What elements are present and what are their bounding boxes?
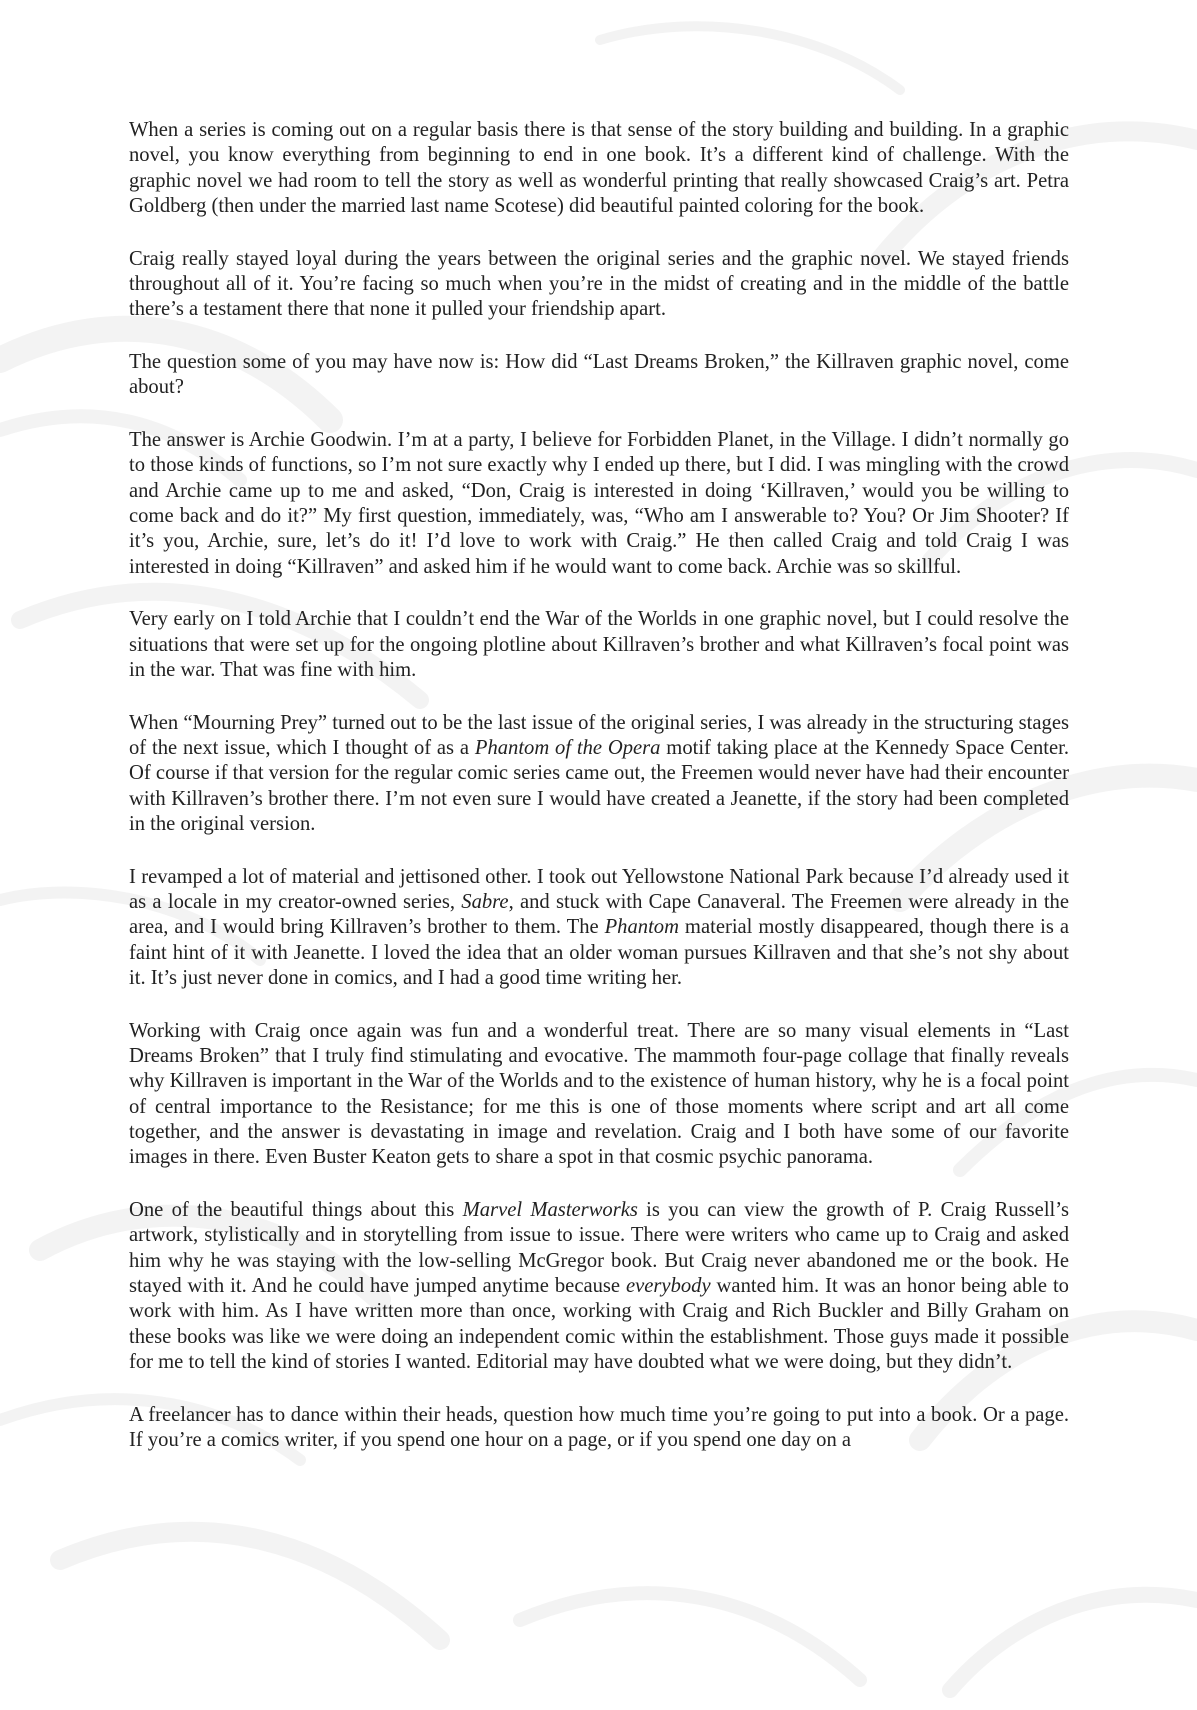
body-paragraph bbox=[129, 711, 1069, 837]
italic-title-text: Sabre bbox=[461, 891, 509, 914]
paragraph-text: wanted him. It was an honor being able to work with him. As I have written more than once, working with Craig and Rich Buckler and Billy Graham on these books was like we were doing an independent comic within the establishment. Those guys made it possible for me to tell the kind of stories I wanted. Editorial may have doubted what we were doing, but they didn’t. bbox=[129, 1274, 1069, 1373]
paragraph-text: I revamped a lot of material and jettisoned other. I took out Yellowstone National Park because I’d already used it as a locale in my creator-owned series, bbox=[129, 865, 1069, 914]
italic-title-text: Marvel Masterworks bbox=[462, 1199, 638, 1222]
body-paragraph bbox=[129, 118, 1069, 219]
paragraph-text: material mostly disappeared, though there is a faint hint of it with Jeanette. I loved the idea that an older woman pursues Killraven and that she’s not shy about it. It’s just never done in comics, and I had a good time writing her. bbox=[129, 916, 1069, 990]
body-paragraph bbox=[129, 865, 1069, 991]
paragraph-text: The question some of you may have now is: How did “Last Dreams Broken,” the Killraven graphic novel, come about? bbox=[129, 351, 1069, 399]
body-paragraph bbox=[129, 350, 1069, 401]
body-paragraph bbox=[129, 1019, 1069, 1171]
paragraph-text: , and stuck with Cape Canaveral. The Freemen were already in the area, and I would bring Killraven’s brother to them. The bbox=[129, 891, 1069, 939]
paragraph-text: A freelancer has to dance within their heads, question how much time you’re going to put into a book. Or a page. If you’re a comics writer, if you spend one hour on a page, or if you spend one day on a bbox=[129, 1403, 1069, 1451]
italic-title-text: Phantom bbox=[604, 916, 679, 939]
body-paragraph bbox=[129, 428, 1069, 580]
article-body bbox=[129, 118, 1069, 1453]
paragraph-text: is you can view the growth of P. Craig Russell’s artwork, stylistically and in storytelling from issue to issue. There were writers who came up to Craig and asked him why he was staying with the low-selling McGregor book. But Craig never abandoned me or the book. He stayed with it. And he could have jumped anytime because bbox=[129, 1199, 1070, 1297]
italic-title-text: Phantom of the Opera bbox=[474, 737, 661, 760]
body-paragraph bbox=[129, 1198, 1069, 1375]
paragraph-text: motif taking place at the Kennedy Space Center. Of course if that version for the regular comic series came out, the Freemen would never have had their encounter with Killraven’s brother there. I’m not even sure I would have created a Jeanette, if the story had been completed in the original version. bbox=[129, 737, 1069, 836]
body-paragraph bbox=[129, 247, 1069, 323]
body-paragraph bbox=[129, 1403, 1069, 1454]
paragraph-text: Craig really stayed loyal during the years between the original series and the graphic novel. We stayed friends throughout all of it. You’re facing so much when you’re in the midst of creating and in the middle of the battle there’s a testament there that none it pulled your friendship apart. bbox=[129, 247, 1069, 321]
italic-title-text: everybody bbox=[626, 1274, 711, 1297]
paragraph-text: When “Mourning Prey” turned out to be the last issue of the original series, I was already in the structuring stages of the next issue, which I thought of as a bbox=[129, 711, 1069, 760]
paragraph-text: When a series is coming out on a regular basis there is that sense of the story building and building. In a graphic novel, you know everything from beginning to end in one book. It’s a different kind of challenge. With the graphic novel we had room to tell the story as well as wonderful printing that really showcased Craig’s art. Petra Goldberg (then under the married last name Scotese) did beautiful painted coloring for the book. bbox=[129, 119, 1069, 217]
paragraph-text: The answer is Archie Goodwin. I’m at a party, I believe for Forbidden Planet, in the Village. I didn’t normally go to those kinds of functions, so I’m not sure exactly why I ended up there, but I did. I was mingling with the crowd and Archie came up to me and asked, “Don, Craig is interested in doing ‘Killraven,’ would you be willing to come back and do it?” My first question, immediately, was, “Who am I answerable to? You? Or Jim Shooter? If it’s you, Archie, sure, let’s do it! I’d love to work with Craig.” He then called Craig and told Craig I was interested in doing “Killraven” and asked him if he would want to come back. Archie was so skillful. bbox=[129, 429, 1069, 578]
paragraph-text: Working with Craig once again was fun and a wonderful treat. There are so many visual elements in “Last Dreams Broken” that I truly find stimulating and evocative. The mammoth four-page collage that finally reveals why Killraven is important in the War of the Worlds and to the existence of human history, why he is a focal point of central importance to the Resistance; for me this is one of those moments where script and art all come together, and the answer is devastating in image and revelation. Craig and I both have some of our favorite images in there. Even Buster Keaton gets to share a spot in that cosmic psychic panorama. bbox=[129, 1019, 1069, 1169]
paragraph-text: Very early on I told Archie that I couldn’t end the War of the Worlds in one graphic novel, but I could resolve the situations that were set up for the ongoing plotline about Killraven’s brother and what Killraven’s focal point was in the war. That was fine with him. bbox=[129, 608, 1069, 682]
body-paragraph bbox=[129, 607, 1069, 683]
paragraph-text: One of the beautiful things about this bbox=[129, 1199, 463, 1222]
